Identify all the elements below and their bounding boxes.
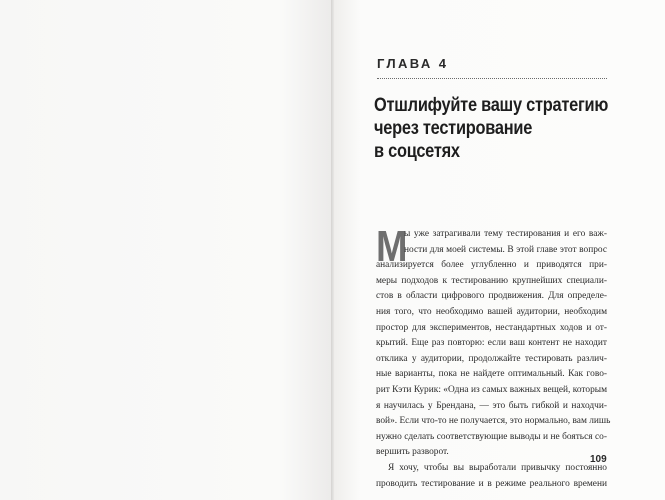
text-line: нужно сделать соответствующие выводы и не бояться со- <box>376 431 607 442</box>
page-number: 109 <box>590 454 607 465</box>
text-line: анализируется более углубленно и приводятся при- <box>376 260 607 271</box>
text-line: вой». Если что-то не получается, это нормально, вам лишь <box>376 416 611 427</box>
text-line: стов в области цифрового продвижения. Для определе- <box>376 291 607 302</box>
text-line: рит Кэти Курик: «Одна из самых важных вещей, которым <box>376 384 607 395</box>
chapter-title-line: в соцсетях <box>374 140 460 162</box>
text-line: Я хочу, чтобы вы выработали привычку постоянно <box>388 462 607 473</box>
dotted-divider <box>377 78 607 79</box>
paragraph-1 <box>376 222 611 461</box>
text-line: вершить разворот. <box>376 447 449 458</box>
body-text <box>376 222 611 492</box>
text-line: ности для моей системы. В этой главе этот вопрос <box>404 244 607 255</box>
chapter-title-line: через тестирование <box>374 117 533 139</box>
text-line: ния того, что необходимо вашей аудитории, необходим <box>376 306 607 317</box>
text-line: крытий. Еще раз повторю: если ваш контент не находит <box>376 338 607 349</box>
text-line: простор для экспериментов, нестандартных ходов и от- <box>376 322 607 333</box>
left-page-blank <box>0 0 331 500</box>
paragraph-2 <box>376 461 607 492</box>
text-line: отклика у аудитории, продолжайте тестировать различ- <box>376 353 607 364</box>
chapter-title-line: Отшлифуйте вашу стратегию <box>374 94 609 116</box>
text-line: ы уже затрагивали тему тестирования и его важ- <box>404 229 607 239</box>
text-line: меры подходов к тестированию крупнейших специали- <box>376 275 607 286</box>
chapter-label: ГЛАВА 4 <box>377 56 449 71</box>
drop-cap-letter: М <box>376 222 408 271</box>
text-line: ные варианты, пока не найдете оптимальный. Как гово- <box>376 369 607 380</box>
text-line: проводить тестирование и в режиме реального времени <box>376 478 607 489</box>
chapter-title <box>374 94 609 163</box>
text-line: я научилась у Брендана, — это быть гибкой и находчи- <box>376 400 607 411</box>
